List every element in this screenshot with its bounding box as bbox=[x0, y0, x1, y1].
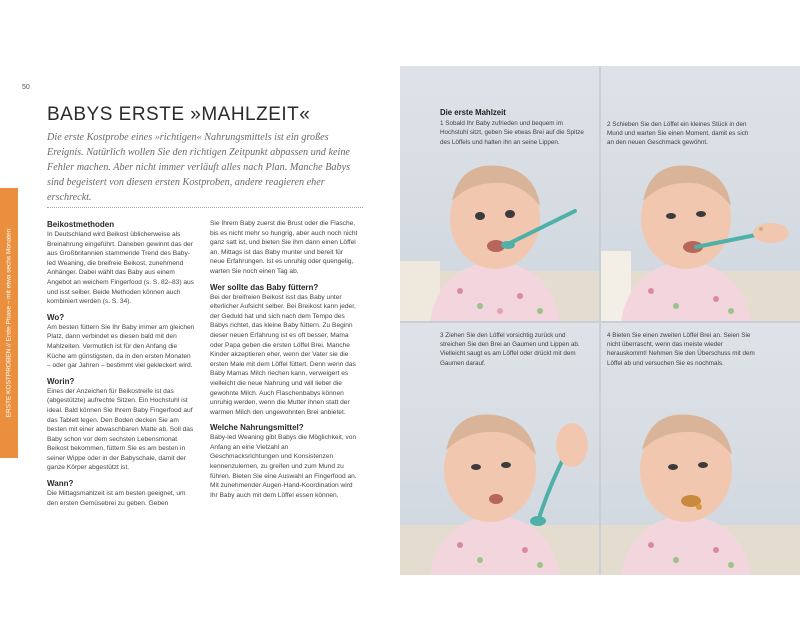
caption-text: 2 Schieben Sie den Löffel ein kleines Stück in den Mund und warten Sie einen Moment, damit es sich an den neuen Geschmack gewöhnt. bbox=[607, 121, 749, 147]
photo-panel-4 bbox=[601, 323, 800, 575]
photo-caption-4 bbox=[607, 331, 757, 368]
section-heading: Worin? bbox=[47, 376, 75, 386]
baby-photo-2 bbox=[601, 151, 800, 321]
photo-panel-3 bbox=[400, 323, 599, 575]
photo-panel-2 bbox=[601, 66, 800, 321]
photo-caption-1 bbox=[440, 108, 592, 147]
section-heading: Beikostmethoden bbox=[47, 220, 115, 229]
text-column-1 bbox=[47, 219, 195, 513]
page-number: 50 bbox=[22, 84, 30, 91]
photo-heading: Die erste Mahlzeit bbox=[440, 108, 506, 117]
section-heading: Wo? bbox=[47, 312, 65, 322]
text-column-2 bbox=[210, 219, 358, 505]
section-body: Baby-led Weaning gibt Babys die Möglichkeit, von Anfang an eine Vielzahl an Geschmacksrichtungen und Konsistenzen kennenzulernen, zu greifen und zum Mund zu führen. Bieten Sie eine Auswahl an Fingerfood an. Mit zunehmender Augen-Hand-Koordination wird Ihr Baby auch mit dem Löffel essen können. bbox=[210, 434, 357, 499]
intro-paragraph: Die erste Kostprobe eines »richtigen« Nahrungsmittels ist ein großes Ereignis. Natürlich wollen Sie den richtigen Zeitpunkt abpassen und keine Fehler machen. Aber nicht immer verläuft alles nach Plan. Manche Babys sind begeistert von diesen ersten Kostproben, andere reagieren eher erschreckt. bbox=[47, 132, 351, 203]
photo-grid bbox=[400, 66, 800, 575]
caption-text: 3 Ziehen Sie den Löffel vorsichtig zurück und streichen Sie den Brei an Gaumen und Lippen ab. Vielleicht saugt es am Löffel oder drückt mit dem Gaumen darauf. bbox=[440, 332, 580, 367]
photo-caption-3 bbox=[440, 331, 592, 368]
baby-photo-4 bbox=[601, 375, 800, 575]
section-body: Eines der Anzeichen für Beikostreife ist das (abgestützte) aufrechte Sitzen. Ein Hochstuhl ist ideal. Bald können Sie Ihrem Baby Fingerfood auf das Tablett legen. Den Boden decken Sie am besten mit einer abwaschbaren Matte ab. Soll das Baby schon vor dem sechsten Lebensmonat Beikost bekommen, füttern Sie es am besten in seiner Wippe oder in der Babyschale, damit der ganze Körper abgestützt ist. bbox=[47, 387, 194, 472]
section-body: Bei der breifreien Beikost isst das Baby unter elterlicher Aufsicht selber. Bei Breikost kann jeder, der Geduld hat und sich nach dem Tempo des Babys richtet, das kleine Baby füttern. Zu Beginn dieser neuen Erfahrung ist es oft besser, Mama oder Papa geben die ersten Löffel Brei. Manche Kinder akzeptieren eher, wenn der Vater sie die ersten Male mit dem Löffel füttert. Denn wenn das Baby Mamas Milch riechen kann, verweigert es vielleicht die neue Nahrung und will lieber die gewohnte Milch. Auch Flaschenbabys können unruhig werden, wenn die Mutter ihnen statt der warmen Milch den ungewohnten Brei anbietet. bbox=[210, 293, 356, 416]
photo-panel-1 bbox=[400, 66, 599, 321]
photo-caption-2 bbox=[607, 120, 757, 148]
page-title: BABYS ERSTE »MAHLZEIT« bbox=[47, 104, 311, 125]
caption-text: 1 Sobald Ihr Baby zufrieden und bequem im Hochstuhl sitzt, geben Sie etwas Brei auf die Spitze des Löffels und halten ihn an seine Lippen. bbox=[440, 120, 584, 146]
caption-text: 4 Bieten Sie einen zweiten Löffel Brei an. Seien Sie nicht überrascht, wenn das meiste wieder herauskommt! Nehmen Sie den Überschuss mit dem Löffel ab und versuchen Sie es nochmals. bbox=[607, 332, 755, 367]
baby-photo-3 bbox=[400, 375, 599, 575]
section-body: Am besten füttern Sie Ihr Baby immer am gleichen Platz, dann verbindet es diesen bald mit den Mahlzeiten. Vermutlich ist für den Anfang die Küche am günstigsten, da in den ersten Monaten – oder gar Jahren – bestimmt viel gekleckert wird. bbox=[47, 323, 195, 370]
section-heading: Wann? bbox=[47, 479, 74, 489]
section-body: In Deutschland wird Beikost üblicherweise als Breinahrung eingeführt. Daneben gewinnt das der aus Großbritannien stammende Trend des Baby-led Weaning, die breifreie Beikost, zunehmend Anhänger. Dabei wählt das Baby aus einem Angebot an weichem Fingerfood (s. S. 82–83) aus und isst selber. Beide Methoden können auch kombiniert werden (s. S. 34). bbox=[47, 231, 194, 306]
baby-photo-1 bbox=[400, 151, 599, 321]
section-body: Die Mittagsmahlzeit ist am besten geeignet, um den ersten Gemüsebrei zu geben. Geben bbox=[47, 490, 186, 507]
dotted-divider bbox=[47, 207, 363, 208]
section-side-tab-label: ERSTE KOSTPROBEN // Erste Phase – mit etwa sechs Monaten bbox=[5, 228, 13, 418]
section-heading: Welche Nahrungsmittel? bbox=[210, 423, 304, 433]
section-heading: Wer sollte das Baby füttern? bbox=[210, 282, 319, 292]
section-body: Sie Ihrem Baby zuerst die Brust oder die Flasche, bis es nicht mehr so hungrig, aber auch noch nicht ganz satt ist, und bieten Sie ihm dann einen Löffel an. Mittags ist das Baby munter und bereit für neue Erfahrungen. Ist es unruhig oder quengelig, warten Sie noch einen Tag ab. bbox=[210, 220, 358, 275]
